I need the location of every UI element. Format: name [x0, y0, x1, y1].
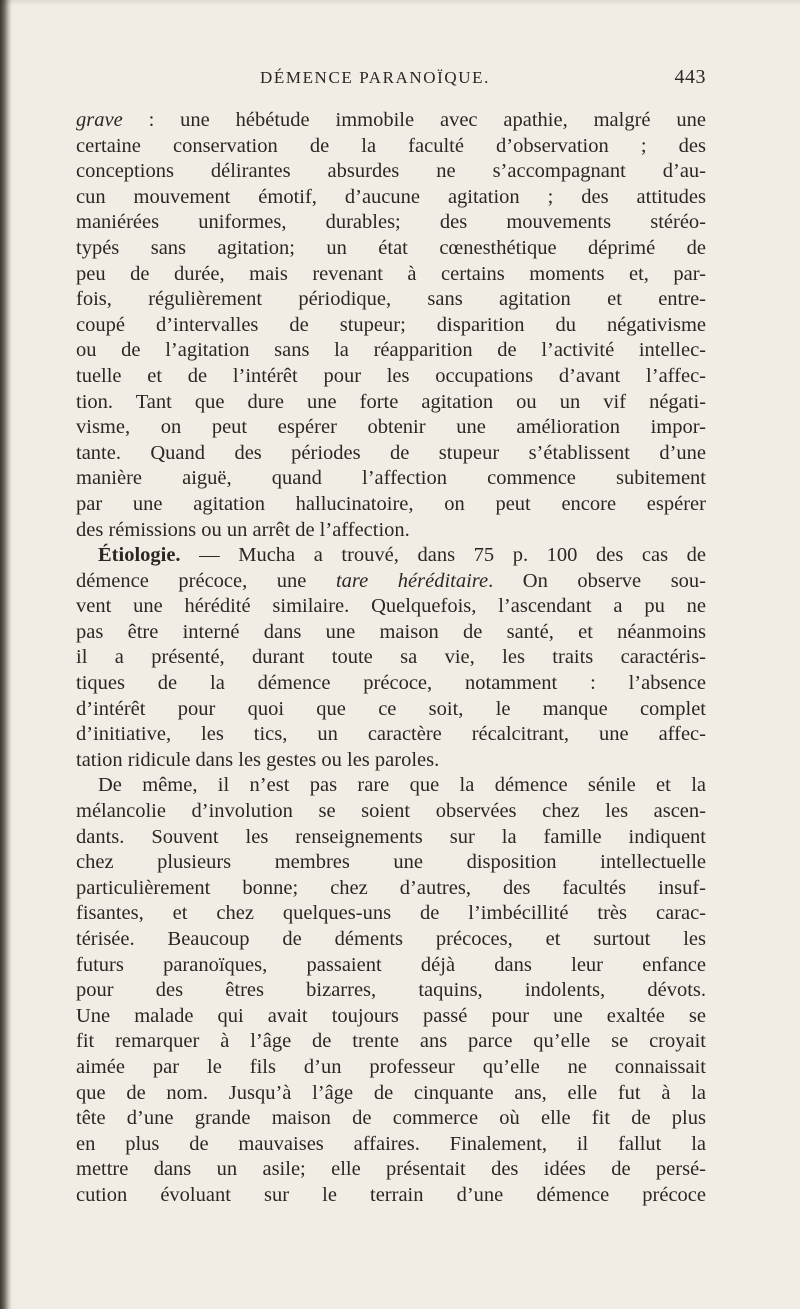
section-heading: Étiologie.: [98, 544, 181, 567]
text-line: cution évoluant sur le terrain d’une démence précoce: [76, 1183, 706, 1206]
page-number: 443: [674, 66, 706, 88]
section-start-line: [76, 543, 706, 569]
text-line: térisée. Beaucoup de déments précoces, et surtout les: [76, 928, 706, 950]
text-line: particulièrement bonne; chez d’autres, des facultés insuf-: [76, 876, 706, 899]
text-line: dants. Souvent les renseignements sur la famille indiquent: [76, 825, 706, 848]
running-header: [70, 66, 706, 92]
line-text: : une hébétude immobile avec apathie, malgré une: [122, 109, 706, 131]
text-line: tête d’une grande maison de commerce où elle fit de plus: [76, 1107, 706, 1130]
text-line: il a présenté, durant toute sa vie, les traits caractéris-: [76, 646, 706, 669]
text-line: chez plusieurs membres une disposition intellectuelle: [76, 851, 706, 874]
text-line: tante. Quand des périodes de stupeur s’établissent d’une: [76, 441, 706, 464]
text-line: coupé d’intervalles de stupeur; disparition du négativisme: [76, 313, 706, 336]
text-line: fisantes, et chez quelques-uns de l’imbécillité très carac-: [76, 902, 706, 925]
page-binding-edge: [0, 0, 12, 1309]
italic-word: grave: [76, 109, 123, 131]
text-line: par une agitation hallucinatoire, on peut encore espérer: [76, 492, 706, 515]
text-line: que de nom. Jusqu’à l’âge de cinquante ans, elle fut à la: [76, 1081, 706, 1104]
text-line: cun mouvement émotif, d’aucune agitation ; des attitudes: [76, 185, 706, 208]
text-line: typés sans agitation; un état cœnesthétique déprimé de: [76, 236, 706, 259]
text-line: d’initiative, les tics, un caractère récalcitrant, une affec-: [76, 723, 706, 746]
text-line: tiques de la démence précoce, notamment : l’absence: [76, 672, 706, 695]
text-line: d’intérêt pour quoi que ce soit, le manque complet: [76, 697, 706, 720]
text-line: [76, 108, 706, 134]
text-line: fois, régulièrement périodique, sans agitation et entre-: [76, 288, 706, 311]
text-line: mettre dans un asile; elle présentait des idées de persé-: [76, 1158, 706, 1181]
text-line: tuelle et de l’intérêt pour les occupations d’avant l’affec-: [76, 364, 706, 387]
text-line: tation ridicule dans les gestes ou les paroles.: [76, 748, 440, 771]
line-text: démence précoce, une: [76, 569, 336, 592]
line-text: — Mucha a trouvé, dans 75 p. 100 des cas de: [180, 544, 706, 567]
italic-term: tare héréditaire: [335, 569, 489, 592]
text-line: futurs paranoïques, passaient déjà dans leur enfance: [76, 953, 706, 976]
running-title: DÉMENCE PARANOÏQUE.: [260, 68, 491, 87]
text-line: visme, on peut espérer obtenir une amélioration impor-: [76, 416, 706, 439]
text-line: fit remarquer à l’âge de trente ans parce qu’elle se croyait: [76, 1030, 706, 1053]
text-line: conceptions délirantes absurdes ne s’accompagnant d’au-: [76, 160, 706, 183]
text-line: tion. Tant que dure une forte agitation ou un vif négati-: [76, 390, 706, 413]
text-line: Une malade qui avait toujours passé pour une exaltée se: [76, 1004, 706, 1027]
text-line: vent une hérédité similaire. Quelquefois, l’ascendant a pu ne: [76, 595, 706, 618]
text-line: pour des êtres bizarres, taquins, indolents, dévots.: [76, 979, 706, 1002]
text-line: pas être interné dans une maison de santé, et néanmoins: [76, 620, 706, 643]
body-text: [76, 108, 706, 1209]
text-line: certaine conservation de la faculté d’observation ; des: [76, 134, 706, 157]
text-line: peu de durée, mais revenant à certains moments et, par-: [76, 262, 706, 285]
text-line: ou de l’agitation sans la réapparition de l’activité intellec-: [76, 339, 706, 362]
text-line: mélancolie d’involution se soient observées chez les ascen-: [76, 800, 706, 823]
text-line: aimée par le fils d’un professeur qu’elle ne connaissait: [76, 1055, 706, 1078]
text-line: des rémissions ou un arrêt de l’affection.: [76, 518, 410, 541]
paragraph-start-line: De même, il n’est pas rare que la démence sénile et la: [98, 774, 706, 797]
line-text: . On observe sou-: [488, 569, 706, 592]
text-line: en plus de mauvaises affaires. Finalement, il fallut la: [76, 1132, 706, 1155]
text-line: manière aiguë, quand l’affection commence subitement: [76, 467, 706, 490]
text-line: maniérées uniformes, durables; des mouvements stéréo-: [76, 211, 706, 234]
page-top-shadow: [0, 0, 800, 6]
text-line: [76, 569, 706, 595]
